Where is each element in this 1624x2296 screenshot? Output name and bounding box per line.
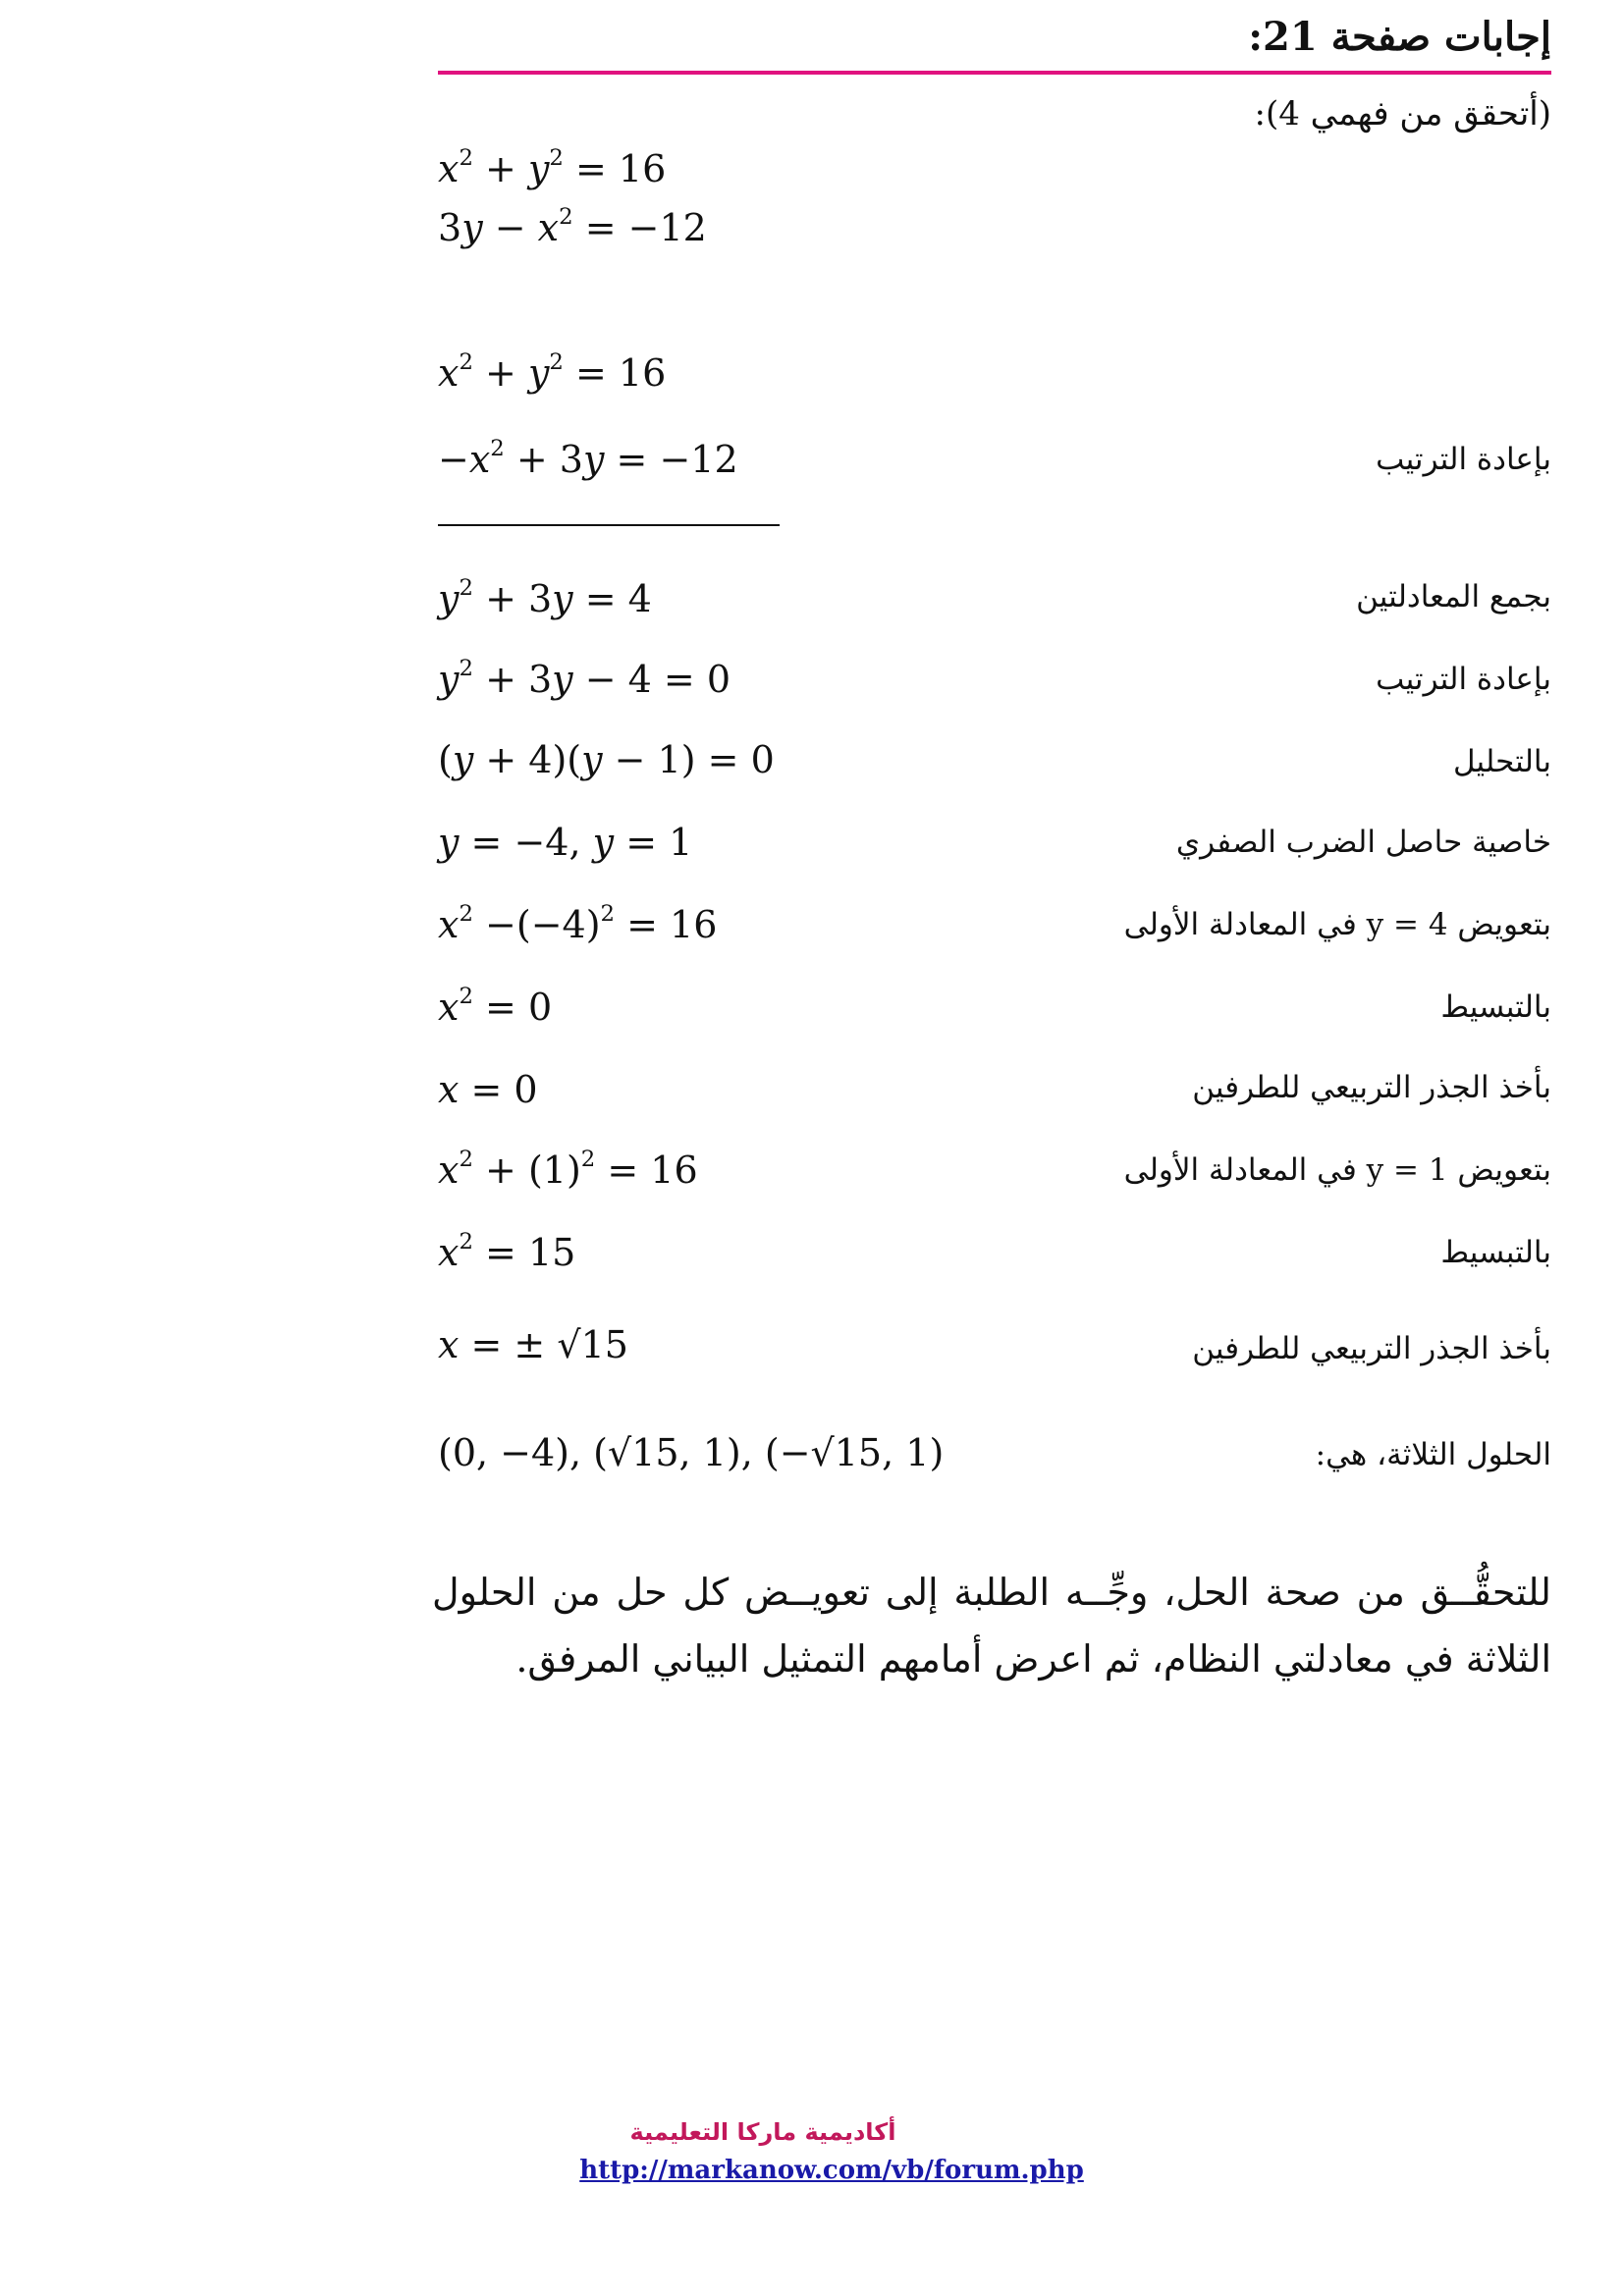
equation-line: (y + 4)(y − 1) = 0: [438, 738, 775, 781]
page-header: [438, 6, 1551, 75]
equation-line: $x^2 + y^2 = 16$: [438, 348, 667, 395]
step-note: بإعادة الترتيب: [1376, 442, 1551, 477]
section-subtitle: (أتحقق من فهمي 4):: [1254, 94, 1551, 133]
equation-line: $-x^2 + 3y = -12$: [438, 435, 738, 481]
footer-link[interactable]: http://markanow.com/vb/forum.php: [579, 2156, 1084, 2185]
equation-line: $x^2 -(-4)^2 = 16$: [438, 900, 718, 946]
step-note: الحلول الثلاثة، هي:: [1315, 1437, 1551, 1472]
step-note: بالتبسيط: [1440, 989, 1551, 1025]
step-note: بتعويض 1 = y في المعادلة الأولى: [1123, 1152, 1551, 1188]
equation-line: $3y - x^2 = -12$: [438, 203, 707, 249]
equation-line: $x^2 = 15$: [438, 1228, 576, 1274]
step-note: بتعويض 4 = y في المعادلة الأولى: [1123, 907, 1551, 942]
equation-line: y = −4, y = 1: [438, 821, 693, 864]
equation-line: $x^2 = 0$: [438, 983, 553, 1029]
equation-line: $x^2 + y^2 = 16$: [438, 144, 667, 190]
step-note: بجمع المعادلتين: [1356, 579, 1551, 614]
equation-line: $y^2 + 3y - 4 = 0$: [438, 655, 731, 701]
step-note: بأخذ الجذر التربيعي للطرفين: [1192, 1331, 1551, 1366]
solutions-line: (0, −4), (√15, 1), (−√15, 1): [438, 1431, 945, 1474]
step-note: بأخذ الجذر التربيعي للطرفين: [1192, 1070, 1551, 1105]
page-title: إجابات صفحة 21:: [1248, 14, 1551, 60]
footer-academy-name: أكاديمية ماركا التعليمية: [629, 2118, 896, 2146]
step-note: بالتحليل: [1453, 744, 1551, 779]
step-note: خاصية حاصل الضرب الصفري: [1175, 825, 1551, 860]
verification-note: للتحقُّــق من صحة الحل، وجِّــه الطلبة إلى تعويــض كل حل من الحلول الثلاثة في معادلتي النظام، ثم اعرض أمامهم التمثيل البياني المرفق.: [432, 1571, 1551, 1681]
sum-divider: [438, 524, 780, 526]
equation-line: $x^2 + (1)^2 = 16$: [438, 1146, 698, 1192]
step-note: بإعادة الترتيب: [1376, 662, 1551, 697]
equation-line: x = 0: [438, 1068, 538, 1111]
equation-line: $y^2 + 3y = 4$: [438, 574, 652, 620]
equation-line: x = ± √15: [438, 1323, 628, 1366]
step-note: بالتبسيط: [1440, 1235, 1551, 1270]
